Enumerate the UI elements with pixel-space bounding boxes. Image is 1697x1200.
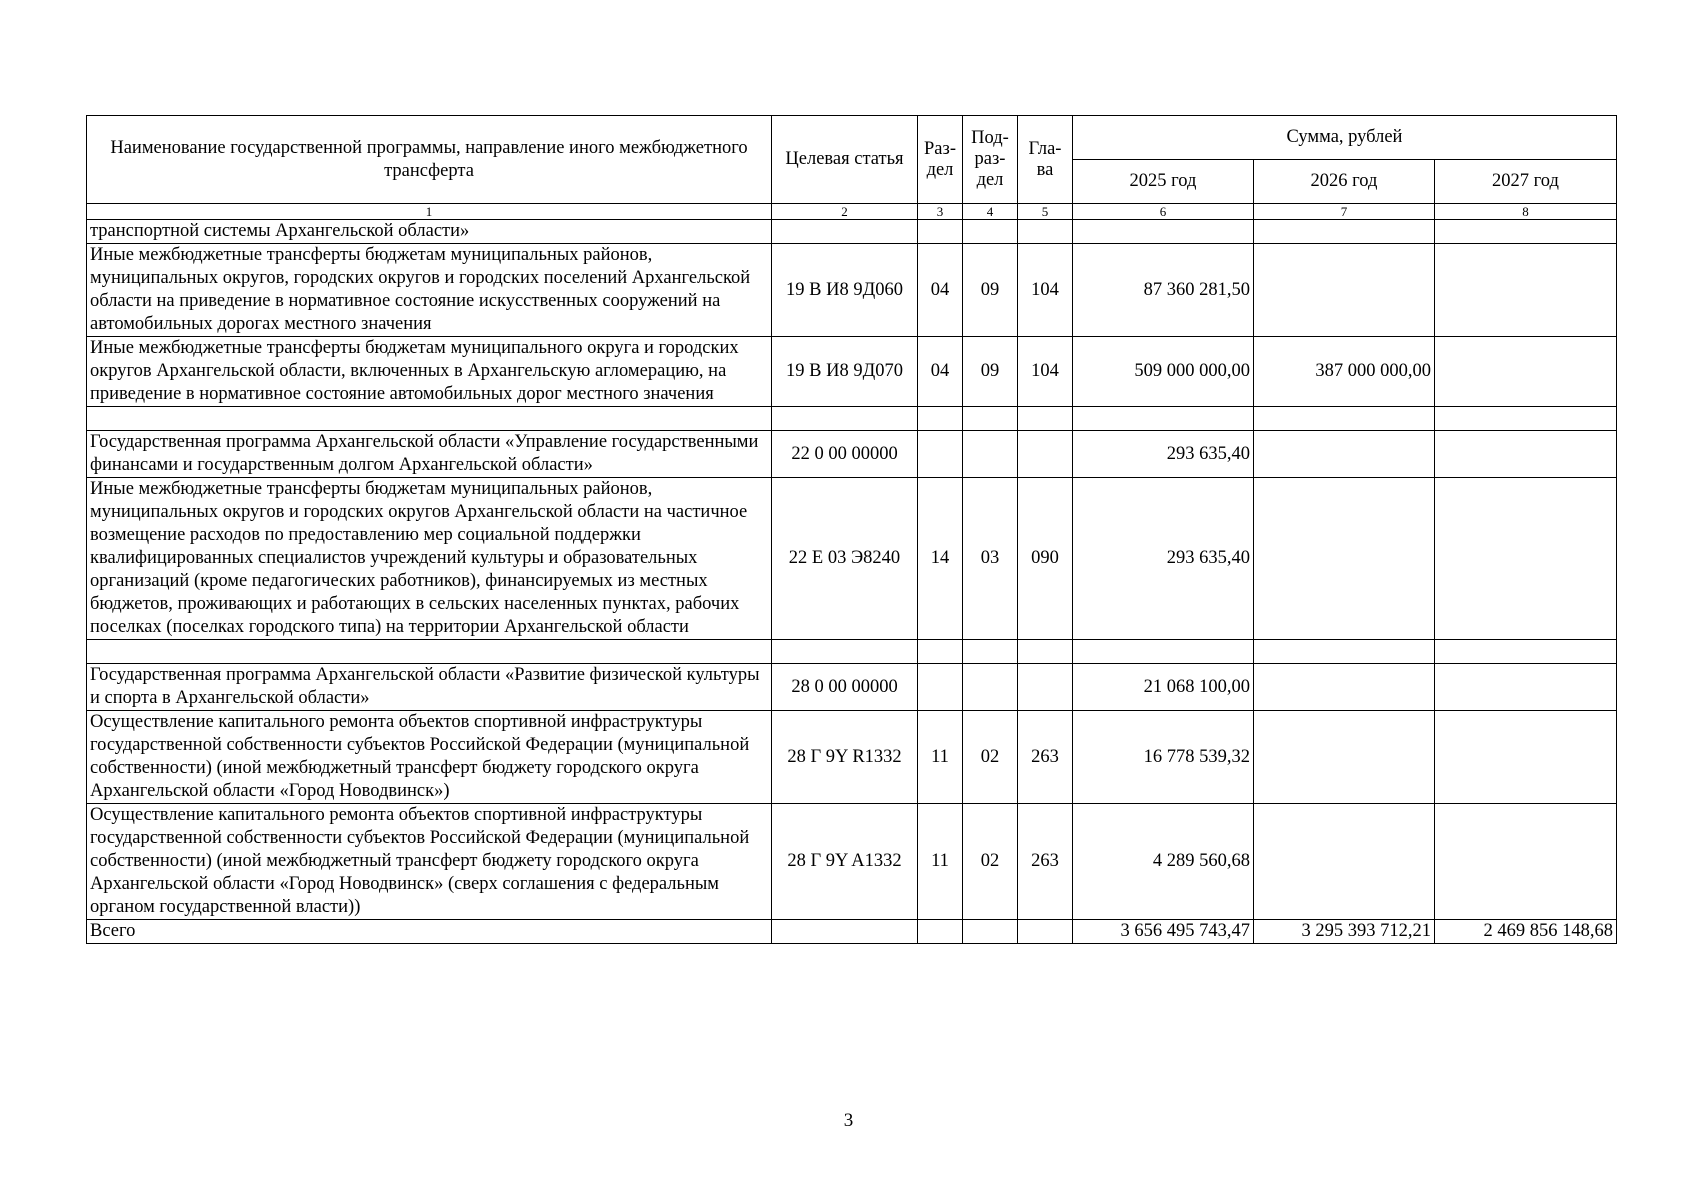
row-sum-2026 xyxy=(1254,640,1435,664)
row-sum-2025: 16 778 539,32 xyxy=(1073,711,1254,804)
column-number: 6 xyxy=(1073,204,1254,220)
table-body xyxy=(87,204,1617,944)
table-row xyxy=(87,711,1617,804)
row-section: 04 xyxy=(918,337,963,407)
row-chapter xyxy=(1018,664,1073,711)
row-section xyxy=(918,407,963,431)
column-number: 3 xyxy=(918,204,963,220)
row-sum-2025: 293 635,40 xyxy=(1073,431,1254,478)
header-section: Раз-дел xyxy=(918,116,963,204)
column-number-row xyxy=(87,204,1617,220)
row-code: 28 Г 9Y A1332 xyxy=(772,804,918,920)
row-section xyxy=(918,664,963,711)
row-sum-2025: 87 360 281,50 xyxy=(1073,244,1254,337)
row-section xyxy=(918,640,963,664)
table-row xyxy=(87,407,1617,431)
row-name xyxy=(87,407,772,431)
row-sum-2027 xyxy=(1435,220,1617,244)
row-sum-2026 xyxy=(1254,711,1435,804)
row-sum-2027 xyxy=(1435,478,1617,640)
row-name: Иные межбюджетные трансферты бюджетам муниципального округа и городских округов Архангельской области, включенных в Архангельскую агломерацию, на приведение в нормативное состояние автомобильных дорог местного значения xyxy=(87,337,772,407)
row-name xyxy=(87,640,772,664)
row-code xyxy=(772,920,918,944)
row-sum-2025: 509 000 000,00 xyxy=(1073,337,1254,407)
row-sum-2027 xyxy=(1435,711,1617,804)
row-subsection xyxy=(963,920,1018,944)
row-sum-2026 xyxy=(1254,478,1435,640)
row-name: Осуществление капитального ремонта объектов спортивной инфраструктуры государственной собственности субъектов Российской Федерации (муниципальной собственности) (иной межбюджетный трансферт бюджету городского округа Архангельской области «Город Новодвинск») xyxy=(87,711,772,804)
row-sum-2027 xyxy=(1435,431,1617,478)
table-row xyxy=(87,244,1617,337)
row-code: 28 Г 9Y R1332 xyxy=(772,711,918,804)
row-code xyxy=(772,220,918,244)
row-chapter xyxy=(1018,431,1073,478)
row-subsection: 02 xyxy=(963,804,1018,920)
row-section: 04 xyxy=(918,244,963,337)
row-sum-2027 xyxy=(1435,244,1617,337)
row-sum-2027 xyxy=(1435,640,1617,664)
row-code xyxy=(772,407,918,431)
header-chapter: Гла-ва xyxy=(1018,116,1073,204)
column-number: 1 xyxy=(87,204,772,220)
row-sum-2026 xyxy=(1254,431,1435,478)
row-name: Осуществление капитального ремонта объектов спортивной инфраструктуры государственной собственности субъектов Российской Федерации (муниципальной собственности) (иной межбюджетный трансферт бюджету городского округа Архангельской области «Город Новодвинск» (сверх соглашения с федеральным органом государственной власти)) xyxy=(87,804,772,920)
row-sum-2026 xyxy=(1254,804,1435,920)
row-section xyxy=(918,220,963,244)
header-subsection: Под-раз-дел xyxy=(963,116,1018,204)
row-sum-2025 xyxy=(1073,407,1254,431)
row-subsection: 03 xyxy=(963,478,1018,640)
column-number: 5 xyxy=(1018,204,1073,220)
row-chapter xyxy=(1018,220,1073,244)
row-section: 11 xyxy=(918,804,963,920)
row-sum-2026 xyxy=(1254,407,1435,431)
row-chapter: 090 xyxy=(1018,478,1073,640)
row-name: Всего xyxy=(87,920,772,944)
column-number: 7 xyxy=(1254,204,1435,220)
row-sum-2026 xyxy=(1254,220,1435,244)
header-year-2027: 2027 год xyxy=(1435,160,1617,204)
row-name: Государственная программа Архангельской области «Управление государственными финансами и государственным долгом Архангельской области» xyxy=(87,431,772,478)
row-sum-2026: 3 295 393 712,21 xyxy=(1254,920,1435,944)
row-subsection: 02 xyxy=(963,711,1018,804)
row-sum-2027 xyxy=(1435,337,1617,407)
table-row xyxy=(87,220,1617,244)
row-sum-2025 xyxy=(1073,220,1254,244)
row-subsection xyxy=(963,640,1018,664)
row-name: Иные межбюджетные трансферты бюджетам муниципальных районов, муниципальных округов, городских округов и городских поселений Архангельской области на приведение в нормативное состояние искусственных сооружений на автомобильных дорогах местного значения xyxy=(87,244,772,337)
row-sum-2027: 2 469 856 148,68 xyxy=(1435,920,1617,944)
table-row xyxy=(87,920,1617,944)
row-chapter xyxy=(1018,640,1073,664)
row-sum-2025 xyxy=(1073,640,1254,664)
row-name: Государственная программа Архангельской области «Развитие физической культуры и спорта в Архангельской области» xyxy=(87,664,772,711)
row-chapter: 104 xyxy=(1018,337,1073,407)
header-code: Целевая статья xyxy=(772,116,918,204)
budget-table xyxy=(86,115,1617,944)
row-name: транспортной системы Архангельской области» xyxy=(87,220,772,244)
row-sum-2025: 293 635,40 xyxy=(1073,478,1254,640)
row-sum-2027 xyxy=(1435,407,1617,431)
header-year-2025: 2025 год xyxy=(1073,160,1254,204)
row-code xyxy=(772,640,918,664)
row-code: 22 Е 03 Э8240 xyxy=(772,478,918,640)
table-row xyxy=(87,478,1617,640)
row-section: 14 xyxy=(918,478,963,640)
row-sum-2025: 3 656 495 743,47 xyxy=(1073,920,1254,944)
table-row xyxy=(87,337,1617,407)
row-subsection xyxy=(963,220,1018,244)
row-subsection: 09 xyxy=(963,337,1018,407)
row-subsection: 09 xyxy=(963,244,1018,337)
row-section xyxy=(918,431,963,478)
row-sum-2026 xyxy=(1254,244,1435,337)
row-sum-2027 xyxy=(1435,804,1617,920)
row-code: 22 0 00 00000 xyxy=(772,431,918,478)
page-number: 3 xyxy=(843,1110,854,1131)
row-subsection xyxy=(963,407,1018,431)
table-row xyxy=(87,664,1617,711)
table-row xyxy=(87,431,1617,478)
table-row xyxy=(87,640,1617,664)
header-year-2026: 2026 год xyxy=(1254,160,1435,204)
row-chapter xyxy=(1018,407,1073,431)
column-number: 8 xyxy=(1435,204,1617,220)
row-chapter: 263 xyxy=(1018,804,1073,920)
row-subsection xyxy=(963,431,1018,478)
header-name: Наименование государственной программы, направление иного межбюджетного трансферта xyxy=(87,116,772,204)
row-sum-2025: 21 068 100,00 xyxy=(1073,664,1254,711)
row-code: 19 В И8 9Д070 xyxy=(772,337,918,407)
row-sum-2026: 387 000 000,00 xyxy=(1254,337,1435,407)
header-sum: Сумма, рублей xyxy=(1073,116,1617,160)
row-code: 19 В И8 9Д060 xyxy=(772,244,918,337)
row-section: 11 xyxy=(918,711,963,804)
table-row xyxy=(87,804,1617,920)
row-name: Иные межбюджетные трансферты бюджетам муниципальных районов, муниципальных округов и городских округов Архангельской области на частичное возмещение расходов по предоставлению мер социальной поддержки квалифицированных специалистов учреждений культуры и образовательных организаций (кроме педагогических работников), финансируемых из местных бюджетов, проживающих и работающих в сельских населенных пунктах, рабочих поселках (поселках городского типа) на территории Архангельской области xyxy=(87,478,772,640)
row-chapter: 263 xyxy=(1018,711,1073,804)
row-sum-2027 xyxy=(1435,664,1617,711)
row-chapter: 104 xyxy=(1018,244,1073,337)
row-code: 28 0 00 00000 xyxy=(772,664,918,711)
row-sum-2025: 4 289 560,68 xyxy=(1073,804,1254,920)
row-section xyxy=(918,920,963,944)
row-subsection xyxy=(963,664,1018,711)
column-number: 4 xyxy=(963,204,1018,220)
row-chapter xyxy=(1018,920,1073,944)
column-number: 2 xyxy=(772,204,918,220)
row-sum-2026 xyxy=(1254,664,1435,711)
